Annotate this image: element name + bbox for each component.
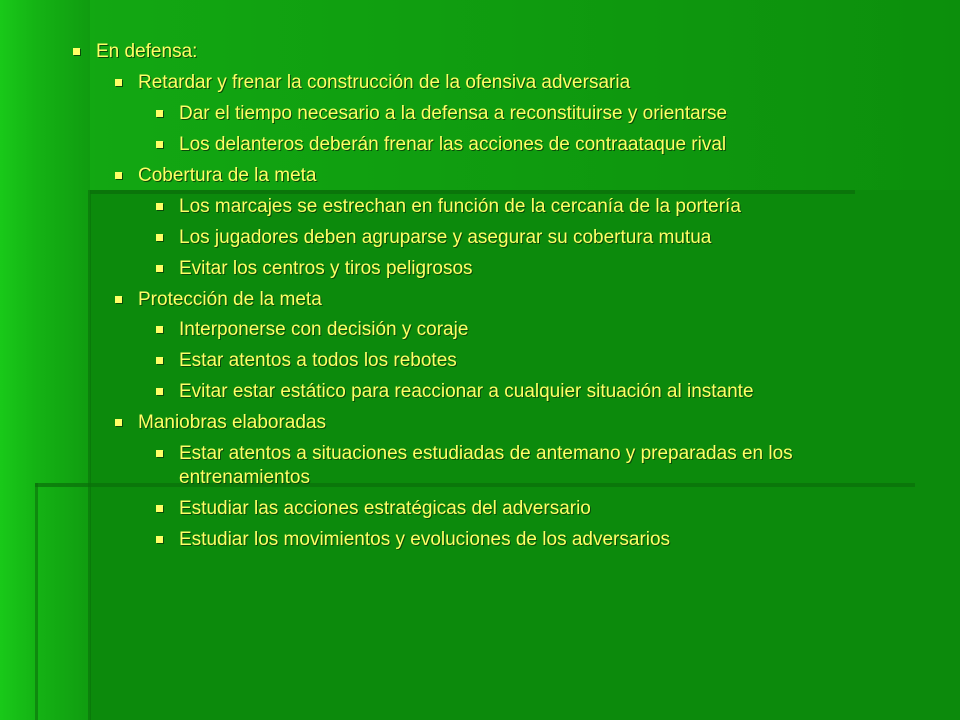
square-bullet-icon xyxy=(115,172,122,179)
list-item xyxy=(179,226,711,250)
list-item xyxy=(179,349,457,373)
square-bullet-icon xyxy=(156,450,163,457)
square-bullet-icon xyxy=(156,110,163,117)
square-bullet-icon xyxy=(156,326,163,333)
list-item-text: Dar el tiempo necesario a la defensa a reconstituirse y orientarse xyxy=(179,103,728,124)
square-bullet-icon xyxy=(156,505,163,512)
list-item-text: Evitar los centros y tiros peligrosos xyxy=(179,258,473,279)
section-title xyxy=(138,164,317,188)
list-item-text: Los delanteros deberán frenar las acciones de contraataque rival xyxy=(179,134,727,155)
list-item-text: Estudiar los movimientos y evoluciones de los adversarios xyxy=(179,529,671,550)
square-bullet-icon xyxy=(156,388,163,395)
section-title-text: Cobertura de la meta xyxy=(138,165,317,186)
section-title-text: Protección de la meta xyxy=(138,289,322,310)
list-item-text: Estudiar las acciones estratégicas del adversario xyxy=(179,498,591,519)
list-item xyxy=(179,318,468,342)
square-bullet-icon xyxy=(156,265,163,272)
section-title xyxy=(138,411,326,435)
list-item xyxy=(179,497,591,521)
square-bullet-icon xyxy=(156,141,163,148)
list-item xyxy=(179,133,726,157)
list-item xyxy=(179,380,754,404)
list-item-text: Los marcajes se estrechan en función de la cercanía de la portería xyxy=(179,196,741,217)
list-item-text: Estar atentos a todos los rebotes xyxy=(179,350,457,371)
list-item-text: Interponerse con decisión y coraje xyxy=(179,319,469,340)
list-item-text: Estar atentos a situaciones estudiadas de antemano y preparadas en los entrenamientos xyxy=(179,443,793,488)
list-item xyxy=(179,195,741,219)
square-bullet-icon xyxy=(156,203,163,210)
list-item xyxy=(179,442,879,490)
square-bullet-icon xyxy=(115,296,122,303)
section-title-text: Maniobras elaboradas xyxy=(138,412,327,433)
square-bullet-icon xyxy=(156,536,163,543)
section-title-text: Retardar y frenar la construcción de la ofensiva adversaria xyxy=(138,72,631,93)
section-title xyxy=(138,288,322,312)
square-bullet-icon xyxy=(156,357,163,364)
list-item xyxy=(179,102,727,126)
list-item-text: Los jugadores deben agruparse y asegurar su cobertura mutua xyxy=(179,227,712,248)
section-title xyxy=(138,71,630,95)
square-bullet-icon xyxy=(73,48,80,55)
square-bullet-icon xyxy=(156,234,163,241)
list-item xyxy=(179,257,473,281)
heading-text: En defensa: xyxy=(96,41,198,62)
list-item-text: Evitar estar estático para reaccionar a cualquier situación al instante xyxy=(179,381,754,402)
heading-item xyxy=(96,40,197,64)
square-bullet-icon xyxy=(115,79,122,86)
square-bullet-icon xyxy=(115,419,122,426)
list-item xyxy=(179,528,670,552)
